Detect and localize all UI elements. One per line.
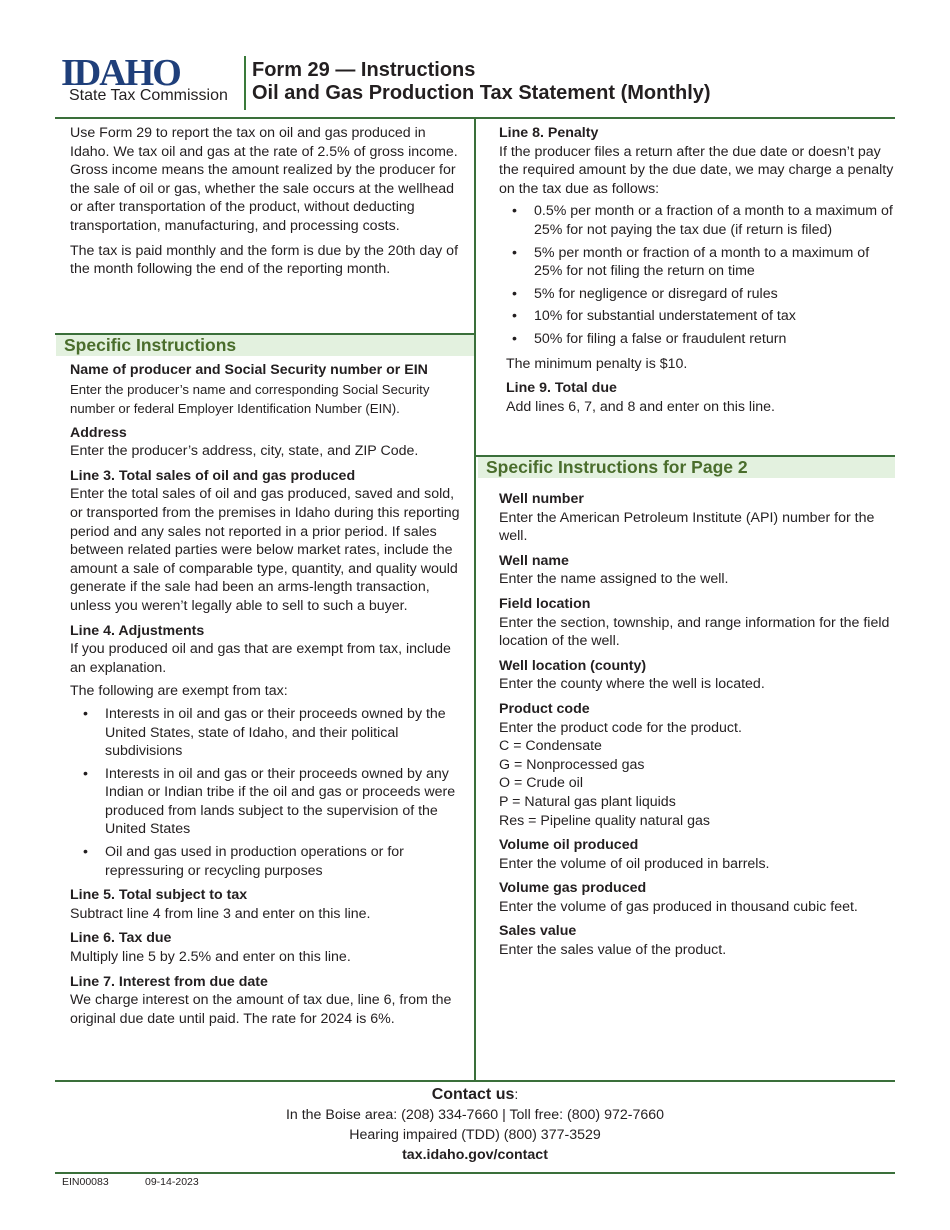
address-text: Enter the producer’s address, city, state, and ZIP Code. (70, 443, 419, 460)
field-location-text: Enter the section, township, and range information for the field location of the well. (499, 614, 890, 650)
address-block (70, 424, 465, 461)
well-location-label: Well location (county) (499, 657, 647, 674)
list-item: • 5% per month or fraction of a month to a maximum of 25% for not filing the return on time (499, 244, 894, 281)
field-location-label: Field location (499, 595, 591, 612)
list-item: • Interests in oil and gas or their proceeds owned by any Indian or Indian tribe if the oil and gas or proceeds were produced from lands subject to the supervision of the United States (70, 765, 465, 839)
exempt-list (70, 705, 465, 880)
line5-label: Line 5. Total subject to tax (70, 887, 248, 904)
well-number-label: Well number (499, 491, 584, 507)
line8-label: Line 8. Penalty (499, 125, 599, 141)
page2-instructions (499, 490, 897, 966)
line4-block (70, 622, 465, 881)
sales-value-text: Enter the sales value of the product. (499, 942, 727, 959)
line9-block (499, 379, 894, 416)
code-condensate: C = Condensate (499, 738, 602, 755)
field-location-block (499, 595, 897, 651)
section-heading-specific-instructions: Specific Instructions (56, 335, 474, 356)
name-block (70, 361, 465, 418)
list-item: • 0.5% per month or a fraction of a month to a maximum of 25% for not paying the tax due (if return is filed) (499, 202, 894, 239)
line8-text: If the producer files a return after the due date or doesn’t pay the required amount by the due date, we may charge a penalty on the tax due as follows: (499, 143, 894, 197)
code-nonprocessed-gas: G = Nonprocessed gas (499, 756, 645, 773)
volume-gas-text: Enter the volume of gas produced in thousand cubic feet. (499, 898, 858, 915)
tollfree-phone: Toll free: (800) 972-7660 (509, 1107, 665, 1123)
form-date: 09-14-2023 (145, 1176, 199, 1188)
line6-text: Multiply line 5 by 2.5% and enter on this line. (70, 949, 351, 966)
product-code-label: Product code (499, 700, 590, 717)
code-plant-liquids: P = Natural gas plant liquids (499, 793, 676, 810)
name-label: Name of producer and Social Security number or EIN (70, 362, 428, 378)
list-item: • 5% for negligence or disregard of rules (499, 285, 894, 304)
footer-rule (55, 1172, 895, 1174)
well-number-text: Enter the American Petroleum Institute (API) number for the well. (499, 509, 875, 545)
line7-text: We charge interest on the amount of tax due, line 6, from the original due date until paid. The rate for 2024 is 6%. (70, 992, 452, 1027)
intro-section (70, 124, 465, 285)
volume-gas-label: Volume gas produced (499, 880, 647, 897)
well-location-block (499, 657, 897, 694)
well-name-label: Well name (499, 552, 569, 569)
sales-value-block (499, 922, 897, 959)
penalty-list (499, 202, 894, 348)
line3-block (70, 467, 465, 616)
product-code-block (499, 700, 897, 830)
code-pipeline-gas: Res = Pipeline quality natural gas (499, 812, 710, 829)
line9-text: Add lines 6, 7, and 8 and enter on this line. (506, 398, 775, 415)
boise-phone: In the Boise area: (208) 334-7660 (285, 1107, 499, 1123)
logo-subtitle: State Tax Commission (69, 87, 228, 104)
name-text: Enter the producer’s name and corresponding Social Security number or federal Employer Identification Number (EIN). (70, 381, 430, 416)
title-line-2: Oil and Gas Production Tax Statement (Monthly) (252, 82, 711, 104)
well-number-block (499, 490, 897, 546)
list-item: • 50% for filing a false or fraudulent return (499, 330, 894, 349)
sales-value-label: Sales value (499, 923, 577, 940)
list-item: • Oil and gas used in production operations or for repressuring or recycling purposes (70, 843, 465, 880)
contact-colon: : (514, 1087, 519, 1103)
intro-paragraph-2: The tax is paid monthly and the form is due by the 20th day of the month following the end of the reporting month. (70, 242, 459, 278)
line5-block (70, 886, 465, 923)
logo-wordmark: IDAHO (61, 52, 180, 94)
form-code: EIN00083 (62, 1176, 109, 1188)
specific-instructions-left (70, 361, 465, 1034)
contact-title: Contact us (431, 1086, 515, 1103)
contact-top-rule (55, 1080, 895, 1082)
line4-label: Line 4. Adjustments (70, 622, 205, 639)
well-location-text: Enter the county where the well is located. (499, 676, 765, 693)
line5-text: Subtract line 4 from line 3 and enter on this line. (70, 905, 371, 922)
volume-oil-text: Enter the volume of oil produced in barrels. (499, 855, 770, 872)
line4-text-2: The following are exempt from tax: (70, 683, 288, 700)
tdd-phone: Hearing impaired (TDD) (800) 377-3529 (349, 1127, 601, 1143)
address-label: Address (70, 424, 127, 441)
line9-label: Line 9. Total due (506, 380, 617, 397)
contact-section (55, 1085, 895, 1165)
line8-block (499, 124, 894, 349)
section-heading-page-2: Specific Instructions for Page 2 (478, 457, 895, 478)
page-title (252, 59, 711, 105)
page-header (55, 54, 895, 118)
header-divider (244, 56, 246, 110)
line6-label: Line 6. Tax due (70, 930, 172, 947)
volume-gas-block (499, 879, 897, 916)
line3-label: Line 3. Total sales of oil and gas produced (70, 467, 356, 484)
title-line-1: Form 29 — Instructions (252, 59, 476, 81)
phone-separator: | (502, 1107, 506, 1123)
line7-label: Line 7. Interest from due date (70, 973, 268, 990)
column-divider (474, 118, 476, 1081)
contact-phones (55, 1105, 895, 1125)
volume-oil-label: Volume oil produced (499, 837, 639, 854)
volume-oil-block (499, 836, 897, 873)
list-item: • 10% for substantial understatement of tax (499, 307, 894, 326)
min-penalty: The minimum penalty is $10. (506, 355, 688, 372)
contact-url-link[interactable]: tax.idaho.gov/contact (402, 1147, 548, 1163)
penalty-section (499, 124, 894, 422)
list-item: • Interests in oil and gas or their proceeds owned by the United States, state of Idaho, and their political subdivisions (70, 705, 465, 761)
line7-block (70, 973, 465, 1029)
code-crude-oil: O = Crude oil (499, 775, 583, 792)
line4-text: If you produced oil and gas that are exempt from tax, include an explanation. (70, 641, 451, 676)
product-code-text: Enter the product code for the product. (499, 719, 742, 736)
well-name-text: Enter the name assigned to the well. (499, 571, 729, 588)
contact-heading (55, 1085, 895, 1105)
idaho-logo (61, 54, 241, 108)
well-name-block (499, 552, 897, 589)
intro-paragraph-1: Use Form 29 to report the tax on oil and gas produced in Idaho. We tax oil and gas at the rate of 2.5% of gross income. Gross income means the amount realized by the producer for the sale of oil or gas, whether the sale occurs at the wellhead or after transportation of the product, without deducting transportation, manufacturing, and processing costs. (70, 125, 458, 234)
line6-block (70, 929, 465, 966)
line3-text: Enter the total sales of oil and gas produced, saved and sold, or transported from the premises in Idaho during this reporting period and any sales not reported in a prior period. If sales between related parties were below market rates, include the amount a sale of comparable type, quantity, and quality would generate if the sale had been an arms-length transaction, unless you weren’t legally able to sell to such a buyer. (70, 486, 460, 614)
